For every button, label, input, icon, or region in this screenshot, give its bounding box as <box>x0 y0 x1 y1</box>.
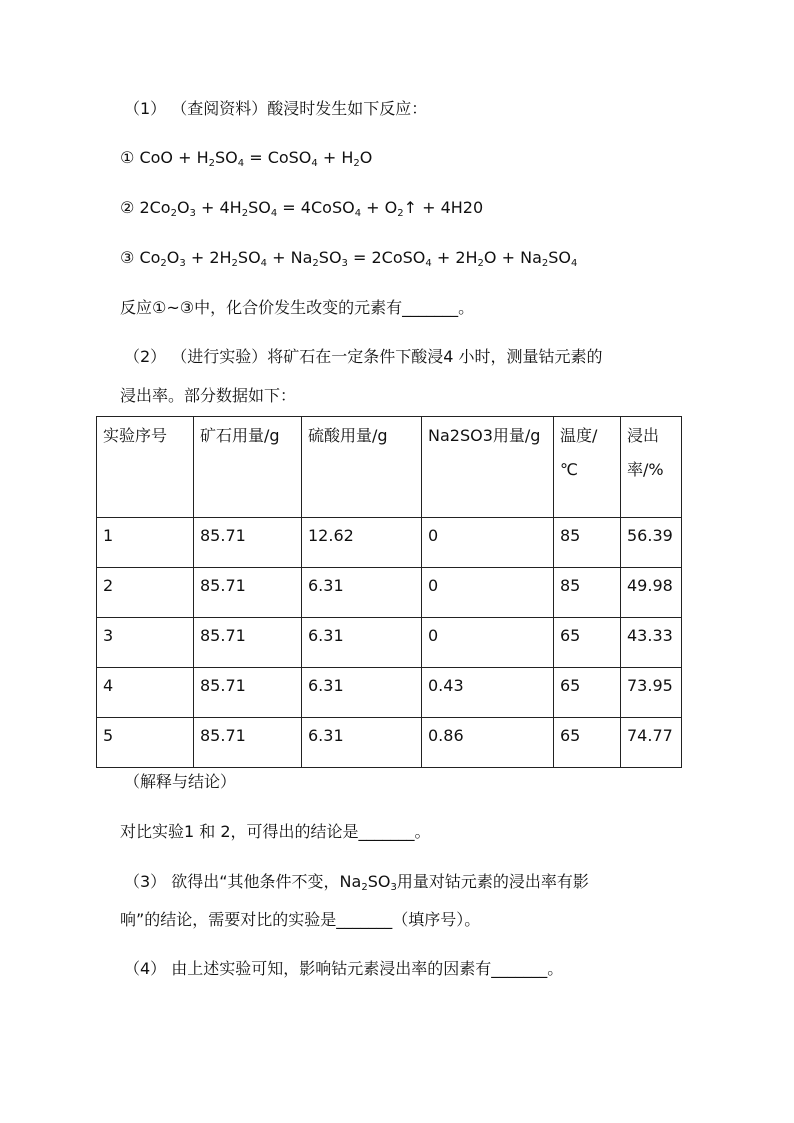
table-cell: 6.31 <box>302 718 422 768</box>
equation-3 <box>120 248 577 268</box>
subscript: 4 <box>425 258 432 269</box>
subscript: 4 <box>354 208 362 219</box>
formula-text: + Na <box>267 248 313 267</box>
formula-text: + O <box>361 198 398 217</box>
subscript: 3 <box>390 882 397 893</box>
conclusion-text: 对比实验1 和 2，可得出的结论是_______。 <box>120 822 431 841</box>
formula-text: O <box>359 148 373 167</box>
q4-text: （4） 由上述实验可知，影响钴元素浸出率的因素有_______。 <box>124 959 564 978</box>
equation-number: ② <box>120 198 140 217</box>
table-cell: 85.71 <box>194 518 302 568</box>
table-header-row <box>97 417 682 518</box>
header-cell: 浸出率/% <box>621 417 682 518</box>
conclusion-heading: （解释与结论） <box>124 772 237 791</box>
table-cell: 5 <box>97 718 194 768</box>
header-cell: 硫酸用量/g <box>302 417 422 518</box>
subscript: 2 <box>477 258 484 269</box>
subscript: 2 <box>361 882 368 893</box>
formula-text: SO <box>548 248 571 267</box>
q1-intro: （1） （查阅资料）酸浸时发生如下反应： <box>124 99 428 118</box>
subscript: 2 <box>241 208 249 219</box>
subscript: 3 <box>179 258 186 269</box>
subscript: 4 <box>571 258 578 269</box>
table-row <box>97 568 682 618</box>
table-cell: 65 <box>554 718 621 768</box>
formula-text: SO <box>248 198 271 217</box>
subscript: 4 <box>260 258 268 269</box>
header-cell: 矿石用量/g <box>194 417 302 518</box>
table-cell: 1 <box>97 518 194 568</box>
table-cell: 85.71 <box>194 568 302 618</box>
formula-text: O <box>166 248 180 267</box>
header-cell: 实验序号 <box>97 417 194 518</box>
table-cell: 49.98 <box>621 568 682 618</box>
subscript: 2 <box>231 258 238 269</box>
subscript: 2 <box>312 258 319 269</box>
equation-2 <box>120 198 483 218</box>
q3-line-1 <box>124 872 589 892</box>
q3-line-2: 响”的结论，需要对比的实验是_______（填序号）。 <box>120 910 481 929</box>
formula-text: SO <box>318 248 342 267</box>
formula-text: + 4H <box>195 198 242 217</box>
equation-number: ① <box>120 148 140 167</box>
subscript: 4 <box>237 158 245 169</box>
table-cell: 73.95 <box>621 668 682 718</box>
subscript: 2 <box>353 158 360 169</box>
formula-text: + H <box>317 148 354 167</box>
equation-1 <box>120 148 372 168</box>
table-row <box>97 618 682 668</box>
subscript: 3 <box>189 208 196 219</box>
table-row <box>97 668 682 718</box>
formula-text: = 4CoSO <box>277 198 355 217</box>
table-cell: 0 <box>422 618 554 668</box>
q3-text-post: 用量对钴元素的浸出率有影 <box>396 872 589 891</box>
q2-line-2: 浸出率。部分数据如下： <box>120 386 297 405</box>
subscript: 3 <box>341 258 348 269</box>
equation-number: ③ <box>120 248 140 267</box>
q3-text-mid: SO <box>367 872 391 891</box>
table-cell: 6.31 <box>302 618 422 668</box>
formula-text: O + Na <box>483 248 542 267</box>
formula-text: SO <box>237 248 261 267</box>
table-cell: 4 <box>97 668 194 718</box>
table-cell: 43.33 <box>621 618 682 668</box>
table-cell: 12.62 <box>302 518 422 568</box>
table-cell: 65 <box>554 668 621 718</box>
formula-text: O <box>176 198 190 217</box>
table-cell: 3 <box>97 618 194 668</box>
subscript: 2 <box>160 258 167 269</box>
q3-text-pre: （3） 欲得出“其他条件不变，Na <box>124 872 362 891</box>
formula-text: Co <box>139 248 161 267</box>
formula-text: ↑ + 4H20 <box>403 198 484 217</box>
table-cell: 65 <box>554 618 621 668</box>
subscript: 2 <box>541 258 549 269</box>
q1-question: 反应①~③中，化合价发生改变的元素有_______。 <box>120 298 475 317</box>
header-cell: 温度/℃ <box>554 417 621 518</box>
formula-text: 2Co <box>139 198 171 217</box>
table-cell: 6.31 <box>302 568 422 618</box>
subscript: 4 <box>311 158 318 169</box>
table-cell: 85.71 <box>194 668 302 718</box>
table-cell: 0 <box>422 568 554 618</box>
table-cell: 2 <box>97 568 194 618</box>
subscript: 2 <box>170 208 177 219</box>
table-cell: 85.71 <box>194 718 302 768</box>
table-cell: 0.43 <box>422 668 554 718</box>
table-cell: 6.31 <box>302 668 422 718</box>
formula-text: + 2H <box>185 248 232 267</box>
table-row <box>97 718 682 768</box>
subscript: 2 <box>397 208 404 219</box>
table-cell: 85 <box>554 518 621 568</box>
table-cell: 56.39 <box>621 518 682 568</box>
table-row <box>97 518 682 568</box>
subscript: 4 <box>270 208 278 219</box>
experiment-table <box>96 416 682 768</box>
table-cell: 0.86 <box>422 718 554 768</box>
formula-text: SO <box>214 148 238 167</box>
table-cell: 85.71 <box>194 618 302 668</box>
formula-text: = CoSO <box>244 148 312 167</box>
formula-text: CoO + H <box>139 148 209 167</box>
table-cell: 85 <box>554 568 621 618</box>
formula-text: = 2CoSO <box>347 248 426 267</box>
header-cell: Na2SO3用量/g <box>422 417 554 518</box>
table-cell: 0 <box>422 518 554 568</box>
q2-line-1: （2） （进行实验）将矿石在一定条件下酸浸4 小时，测量钴元素的 <box>124 347 603 366</box>
table-cell: 74.77 <box>621 718 682 768</box>
subscript: 2 <box>208 158 215 169</box>
formula-text: + 2H <box>431 248 478 267</box>
